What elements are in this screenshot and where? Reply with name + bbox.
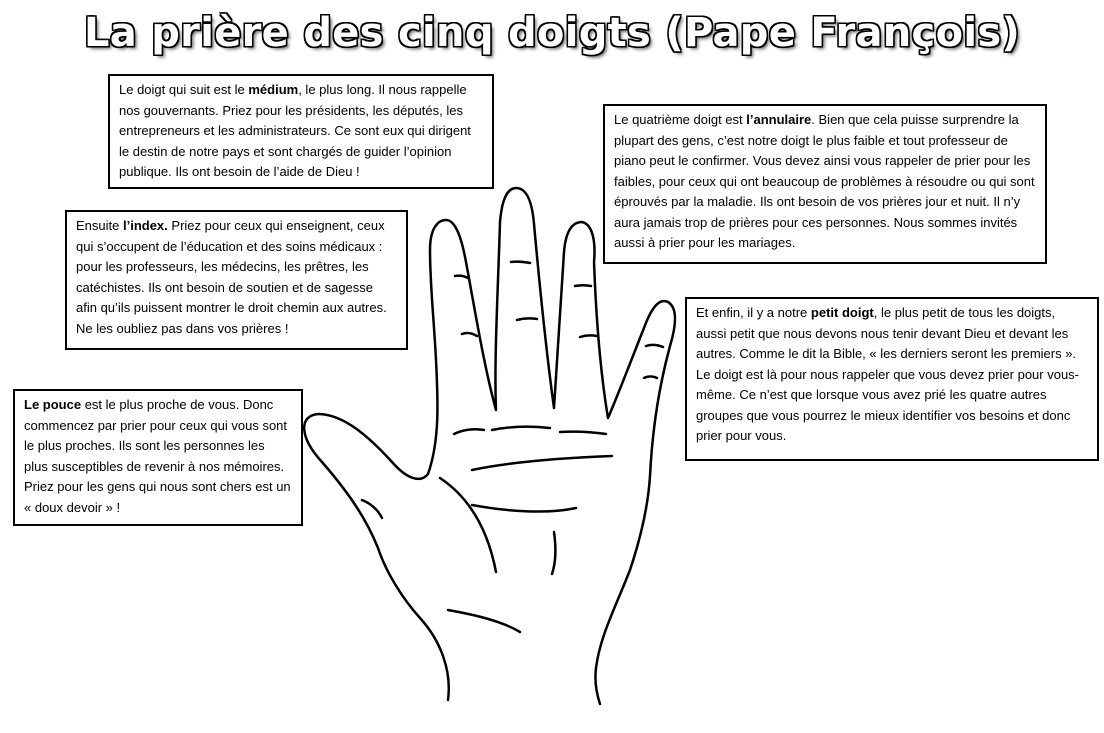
medium-text-before: Le doigt qui suit est le	[119, 82, 249, 97]
index-text-before: Ensuite	[76, 218, 123, 233]
ring-crease-upper	[575, 285, 591, 286]
index-keyword: l’index.	[122, 218, 168, 233]
index-crease-upper	[455, 276, 468, 278]
ring-crease-lower	[580, 335, 597, 337]
fate-line	[448, 610, 520, 632]
annulaire-text-box	[603, 104, 1047, 264]
annulaire-text-before: Le quatrième doigt est	[614, 112, 747, 127]
medium-keyword: médium	[248, 82, 299, 97]
pinky-crease-upper	[646, 345, 663, 347]
index-text-after: Priez pour ceux qui enseignent, ceux qui s’occupent de l’éducation et des soins médicaux : pour les professeurs, les médecins, les prêtres, les catéchistes. Ils ont besoin de soutien et de sagesse afin qu’ils puissent montrer le droit chemin aux autres. Ne les oubliez pas dans vos prières !	[76, 218, 387, 336]
petit-doigt-text-box	[685, 297, 1099, 461]
heart-line	[472, 456, 612, 470]
medium-text-box	[108, 74, 494, 189]
page-title: La prière des cinq doigts (Pape François)	[83, 10, 1021, 56]
middle-crease-upper	[511, 262, 530, 263]
index-text-box	[65, 210, 408, 350]
head-line	[472, 505, 576, 512]
pouce-keyword: Le pouce	[24, 397, 82, 412]
middle-crease-lower	[517, 318, 537, 320]
short-palm-line	[552, 532, 555, 574]
petit-keyword: petit doigt	[810, 305, 874, 320]
pouce-text-after: est le plus proche de vous. Donc commencez par prier pour ceux qui vous sont le plus proches. Ils sont les personnes les plus susceptibles de revenir à nos mémoires. Priez pour les gens qui nous sont chers est un « doux devoir » !	[24, 397, 291, 515]
life-line	[440, 478, 496, 572]
pinky-crease-lower	[644, 377, 657, 379]
petit-text-before: Et enfin, il y a notre	[696, 305, 811, 320]
annulaire-keyword: l’annulaire	[746, 112, 812, 127]
thumb-crease	[362, 500, 382, 518]
medium-text-after: , le plus long. Il nous rappelle nos gouvernants. Priez pour les présidents, les députés, les entrepreneurs et les administrateurs. Ce sont eux qui dirigent le destin de notre pays et sont chargés de guider l’opinion publique. Ils ont besoin de l’aide de Dieu !	[119, 82, 471, 179]
finger-base-lines	[454, 427, 606, 434]
petit-text-after: , le plus petit de tous les doigts, aussi petit que nous devons nous tenir devant Dieu et devant les autres. Comme le dit la Bible, « les derniers seront les premiers ». Le doigt est là pour nous rappeler que vous devez prier pour vous-même. Ce n’est que lorsque vous avez prié les quatre autres groupes que vous pourrez le mieux identifier vos besoins et donc prier pour vous.	[696, 305, 1080, 443]
annulaire-text-after: . Bien que cela puisse surprendre la plupart des gens, c’est notre doigt le plus faible et tout professeur de piano peut le confirmer. Vous devez ainsi vous rappeler de prier pour les faibles, pour ceux qui ont beaucoup de problèmes à résoudre ou qui sont éprouvés par la maladie. Ils ont besoin de vos prières jour et nuit. Il n’y aura jamais trop de prières pour ces personnes. Nous sommes invités aussi à prier pour les mariages.	[614, 112, 1035, 250]
pouce-text-box	[13, 389, 303, 526]
index-crease-lower	[462, 333, 477, 336]
